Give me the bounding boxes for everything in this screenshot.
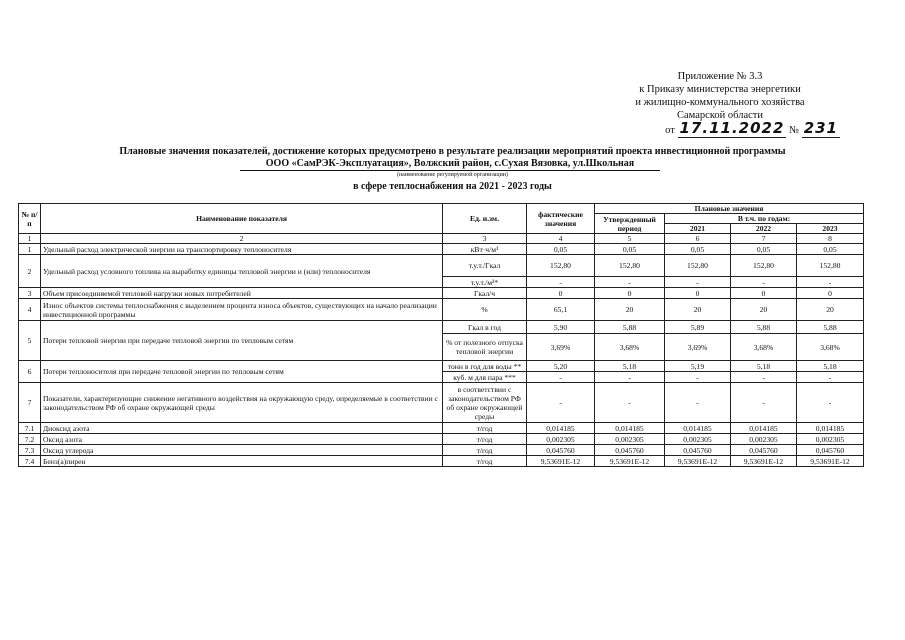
unit-cell: т/год — [443, 445, 527, 456]
year-2021-value: 20 — [665, 299, 731, 321]
year-2021-value: 9,53691E-12 — [665, 456, 731, 467]
approved-value: 0,05 — [595, 244, 665, 255]
appendix-line-3: Самарской области — [677, 110, 763, 121]
indicator-name: Удельный расход электрической энергии на транспортировку теплоносителя — [41, 244, 443, 255]
unit-cell: % от полезного отпуска тепловой энергии — [443, 334, 527, 361]
indicator-name: Износ объектов системы теплоснабжения с выделением процента износа объектов, существующих на начало реализации инвестиционной программы — [41, 299, 443, 321]
actual-value: 0,014185 — [527, 423, 595, 434]
indicator-name: Потери тепловой энергии при передаче тепловой энергии по тепловым сетям — [41, 321, 443, 361]
year-2021-value: 0 — [665, 288, 731, 299]
indicator-name: Показатели, характеризующие снижение негативного воздействия на окружающую среду, определяемые в соответствии с законодательством РФ об охране окружающей среды — [41, 383, 443, 423]
year-2022-value: 0,002305 — [731, 434, 797, 445]
row-number: 7.1 — [19, 423, 41, 434]
year-2022-value: - — [731, 277, 797, 288]
approved-value: 0 — [595, 288, 665, 299]
year-2022-value: 5,18 — [731, 361, 797, 372]
actual-value: 65,1 — [527, 299, 595, 321]
year-2021-value: 0,002305 — [665, 434, 731, 445]
actual-value: 0 — [527, 288, 595, 299]
header-unit: Ед. и.зм. — [443, 204, 527, 234]
row-number: 7.2 — [19, 434, 41, 445]
column-number: 2 — [41, 234, 443, 244]
unit-cell: т.у.т./Гкал — [443, 255, 527, 277]
indicators-table — [18, 203, 864, 467]
row-number: 4 — [19, 299, 41, 321]
organization-name: ООО «СамРЭК-Эксплуатация», Волжский район, с.Сухая Вязовка, ул.Школьная — [240, 158, 660, 171]
year-2022-value: - — [731, 372, 797, 383]
indicator-name: Удельный расход условного топлива на выработку единицы тепловой энергии и (или) теплоносителя — [41, 255, 443, 288]
year-2022-value: 5,88 — [731, 321, 797, 334]
header-actual: фактические значения — [527, 204, 595, 234]
actual-value: 152,80 — [527, 255, 595, 277]
actual-value: 0,002305 — [527, 434, 595, 445]
row-number: 1 — [19, 244, 41, 255]
unit-cell: куб. м для пара *** — [443, 372, 527, 383]
table-row — [19, 434, 864, 445]
actual-value: - — [527, 277, 595, 288]
unit-cell: кВт·ч/м³ — [443, 244, 527, 255]
year-2022-value: 152,80 — [731, 255, 797, 277]
approved-value: 20 — [595, 299, 665, 321]
appendix-title: Приложение № 3.3 — [677, 71, 763, 82]
header-approved: Утвержденный период — [595, 214, 665, 234]
year-2021-value: 0,014185 — [665, 423, 731, 434]
approved-value: 0,014185 — [595, 423, 665, 434]
year-2023-value: 0,014185 — [797, 423, 864, 434]
year-2022-value: 0,045760 — [731, 445, 797, 456]
row-number: 7.4 — [19, 456, 41, 467]
indicator-name: Диоксид азота — [41, 423, 443, 434]
approved-value: 0,002305 — [595, 434, 665, 445]
year-2023-value: 152,80 — [797, 255, 864, 277]
column-number: 8 — [797, 234, 864, 244]
approved-value: 9,53691E-12 — [595, 456, 665, 467]
date-prefix: от — [665, 125, 675, 136]
unit-cell: в соответствии с законодательством РФ об охране окружающей среды — [443, 383, 527, 423]
header-num: № п/п — [19, 204, 41, 234]
year-2022-value: 0,05 — [731, 244, 797, 255]
approved-value: 3,68% — [595, 334, 665, 361]
unit-cell: % — [443, 299, 527, 321]
actual-value: 5,90 — [527, 321, 595, 334]
table-row — [19, 288, 864, 299]
organization-caption: (наименование регулируемой организации) — [396, 172, 509, 178]
row-number: 2 — [19, 255, 41, 288]
year-2023-value: 0,045760 — [797, 445, 864, 456]
table-body — [19, 244, 864, 467]
table-row — [19, 361, 864, 372]
row-number: 7.3 — [19, 445, 41, 456]
header-year-2021: 2021 — [665, 224, 731, 234]
year-2022-value: 0,014185 — [731, 423, 797, 434]
unit-cell: тонн в год для воды ** — [443, 361, 527, 372]
table-row — [19, 321, 864, 334]
year-2022-value: 20 — [731, 299, 797, 321]
column-number: 7 — [731, 234, 797, 244]
row-number: 3 — [19, 288, 41, 299]
indicator-name: Бенз(а)пирен — [41, 456, 443, 467]
table-row — [19, 299, 864, 321]
year-2022-value: 3,68% — [731, 334, 797, 361]
approved-value: 5,18 — [595, 361, 665, 372]
table-row — [19, 255, 864, 277]
approved-value: 5,88 — [595, 321, 665, 334]
year-2022-value: 9,53691E-12 — [731, 456, 797, 467]
year-2023-value: 9,53691E-12 — [797, 456, 864, 467]
year-2023-value: 5,18 — [797, 361, 864, 372]
table-row — [19, 445, 864, 456]
table-row — [19, 383, 864, 423]
year-2021-value: - — [665, 372, 731, 383]
approved-value: - — [595, 277, 665, 288]
approved-value: 152,80 — [595, 255, 665, 277]
row-number: 7 — [19, 383, 41, 423]
table-row — [19, 456, 864, 467]
year-2022-value: 0 — [731, 288, 797, 299]
year-2021-value: 0,05 — [665, 244, 731, 255]
approved-value: - — [595, 372, 665, 383]
appendix-line-1: к Приказу министерства энергетики — [639, 84, 801, 95]
year-2021-value: 3,69% — [665, 334, 731, 361]
document-title: Плановые значения показателей, достижение которых предусмотрено в результате реализации мероприятий проекта инвестиционной программы — [119, 146, 786, 157]
actual-value: 5,20 — [527, 361, 595, 372]
year-2023-value: 0,05 — [797, 244, 864, 255]
year-2023-value: 3,68% — [797, 334, 864, 361]
unit-cell: Гкал/ч — [443, 288, 527, 299]
header-year-2022: 2022 — [731, 224, 797, 234]
actual-value: 0,045760 — [527, 445, 595, 456]
year-2023-value: 5,88 — [797, 321, 864, 334]
appendix-header — [600, 70, 840, 137]
actual-value: 0,05 — [527, 244, 595, 255]
column-number: 3 — [443, 234, 527, 244]
actual-value: 3,69% — [527, 334, 595, 361]
column-number: 5 — [595, 234, 665, 244]
sphere-subtitle: в сфере теплоснабжения на 2021 - 2023 годы — [353, 181, 552, 192]
order-date: 17.11.2022 — [679, 119, 785, 137]
column-number: 6 — [665, 234, 731, 244]
actual-value: 9,53691E-12 — [527, 456, 595, 467]
year-2023-value: - — [797, 277, 864, 288]
year-2021-value: 152,80 — [665, 255, 731, 277]
table-row — [19, 423, 864, 434]
unit-cell: т/год — [443, 434, 527, 445]
approved-value: - — [595, 383, 665, 423]
indicator-name: Потери теплоносителя при передаче тепловой энергии по тепловым сетям — [41, 361, 443, 383]
unit-cell: т.у.т./м³* — [443, 277, 527, 288]
table-row — [19, 244, 864, 255]
year-2021-value: 0,045760 — [665, 445, 731, 456]
actual-value: - — [527, 372, 595, 383]
year-2021-value: 5,89 — [665, 321, 731, 334]
order-number: 231 — [803, 119, 838, 137]
year-2021-value: 5,19 — [665, 361, 731, 372]
unit-cell: Гкал в год — [443, 321, 527, 334]
year-2023-value: - — [797, 372, 864, 383]
indicator-name: Оксид углерода — [41, 445, 443, 456]
number-prefix: № — [789, 125, 800, 136]
actual-value: - — [527, 383, 595, 423]
header-name: Наименование показателя — [41, 204, 443, 234]
year-2022-value: - — [731, 383, 797, 423]
year-2023-value: 0,002305 — [797, 434, 864, 445]
column-number-row — [19, 234, 864, 244]
column-number: 1 — [19, 234, 41, 244]
column-number: 4 — [527, 234, 595, 244]
indicator-name: Объем присоединяемой тепловой нагрузки новых потребителей — [41, 288, 443, 299]
row-number: 5 — [19, 321, 41, 361]
order-date-line — [600, 119, 840, 137]
header-year-2023: 2023 — [797, 224, 864, 234]
header-by-years: В т.ч. по годам: — [665, 214, 864, 224]
appendix-line-2: и жилищно-коммунального хозяйства — [635, 97, 805, 108]
year-2021-value: - — [665, 277, 731, 288]
approved-value: 0,045760 — [595, 445, 665, 456]
year-2023-value: 0 — [797, 288, 864, 299]
year-2021-value: - — [665, 383, 731, 423]
header-planned: Плановые значения — [595, 204, 864, 214]
unit-cell: т/год — [443, 456, 527, 467]
year-2023-value: 20 — [797, 299, 864, 321]
row-number: 6 — [19, 361, 41, 383]
year-2023-value: - — [797, 383, 864, 423]
indicator-name: Оксид азота — [41, 434, 443, 445]
unit-cell: т/год — [443, 423, 527, 434]
